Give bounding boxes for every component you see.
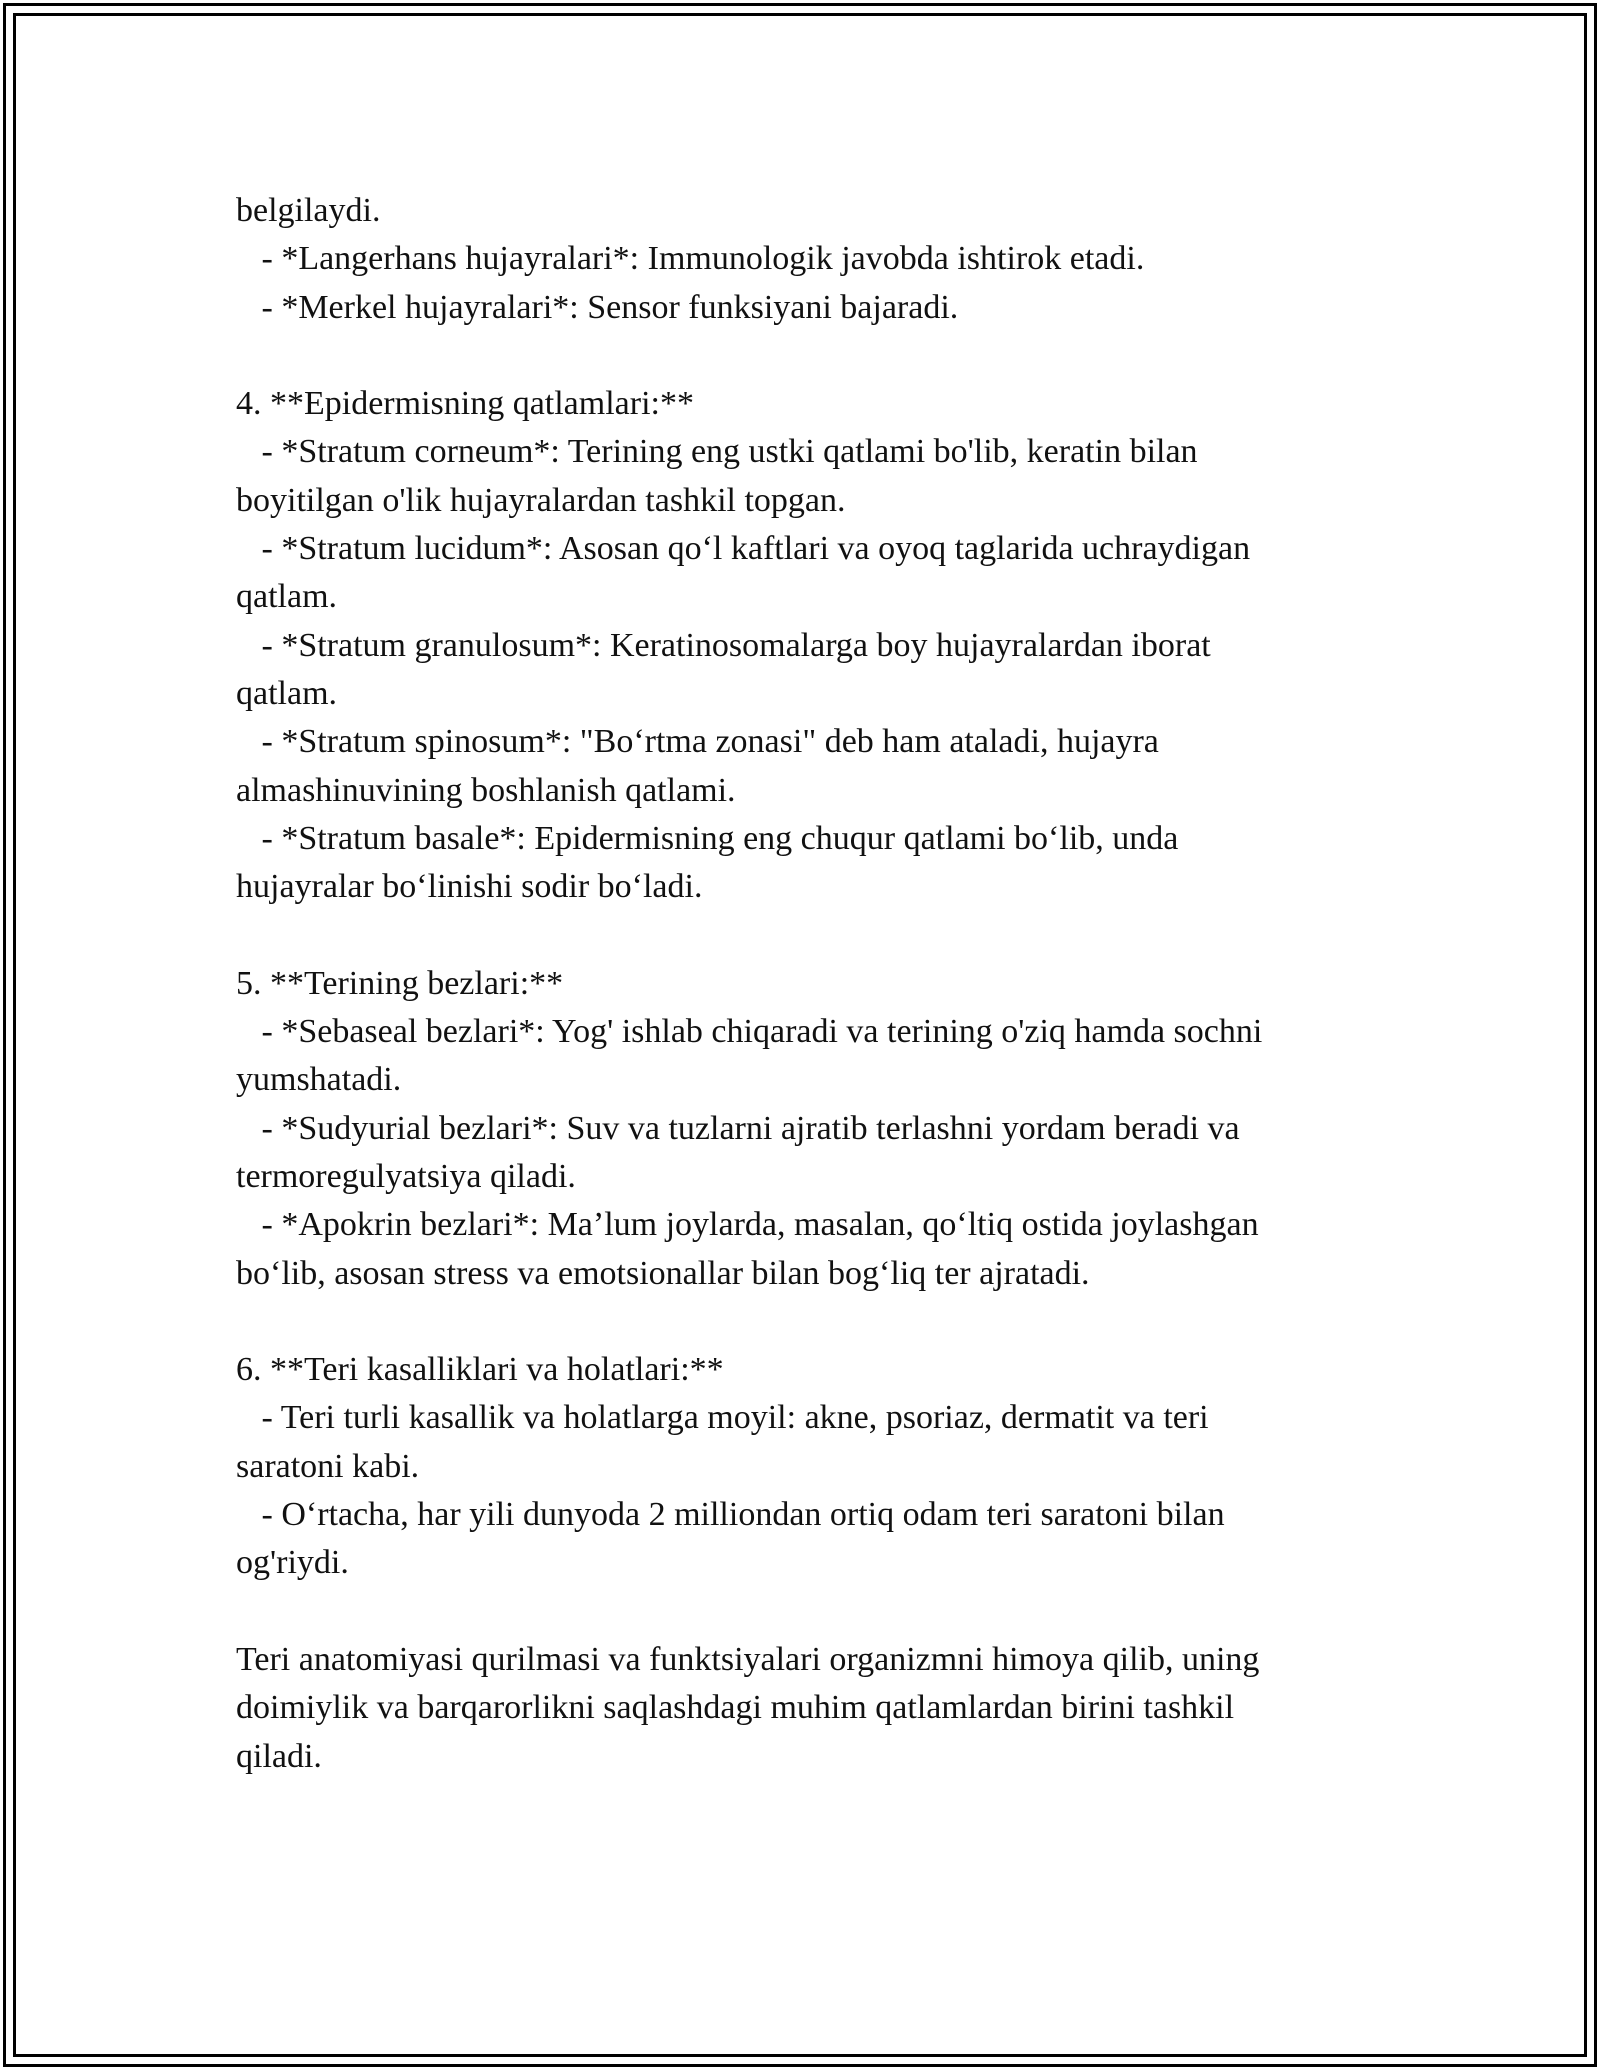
text-line: belgilaydi. [236, 192, 381, 229]
text-line: bo‘lib, asosan stress va emotsionallar bilan bog‘liq ter ajratadi. [236, 1254, 1090, 1292]
list-item-statistics: - O‘rtacha, har yili dunyoda 2 milliondan ortiq odam teri saratoni bilan [236, 1496, 1225, 1534]
text-line: qatlam. [236, 674, 338, 712]
list-item-stratum-basale: - *Stratum basale*: Epidermisning eng chuqur qatlami bo‘lib, unda [236, 819, 1179, 857]
text-line: boyitilgan o'lik hujayralardan tashkil topgan. [236, 481, 846, 519]
section-heading-skin-glands: 5. **Terining bezlari:** [236, 964, 564, 1002]
list-item-apocrine-glands: - *Apokrin bezlari*: Ma’lum joylarda, masalan, qo‘ltiq ostida joylashgan [236, 1206, 1259, 1244]
text-line: termoregulyatsiya qiladi. [236, 1157, 576, 1195]
section-heading-skin-diseases: 6. **Teri kasalliklari va holatlari:** [236, 1351, 724, 1389]
conclusion-paragraph: Teri anatomiyasi qurilmasi va funktsiyalari organizmni himoya qilib, uning [236, 1640, 1260, 1678]
list-item-stratum-lucidum: - *Stratum lucidum*: Asosan qo‘l kaftlari va oyoq taglarida uchraydigan [236, 530, 1251, 568]
document-body [236, 187, 1386, 1781]
text-line: qiladi. [236, 1737, 322, 1775]
blank-line [236, 1298, 1386, 1346]
list-item-stratum-spinosum: - *Stratum spinosum*: "Bo‘rtma zonasi" deb ham ataladi, hujayra [236, 723, 1159, 761]
text-line: doimiylik va barqarorlikni saqlashdagi muhim qatlamlardan birini tashkil [236, 1689, 1235, 1727]
text-line: saratoni kabi. [236, 1447, 420, 1485]
text-line: qatlam. [236, 578, 338, 616]
list-item-stratum-corneum: - *Stratum corneum*: Terining eng ustki qatlami bo'lib, keratin bilan [236, 433, 1198, 471]
blank-line [236, 1588, 1386, 1636]
text-line: og'riydi. [236, 1544, 349, 1582]
list-item-sebaceous-glands: - *Sebaseal bezlari*: Yog' ishlab chiqaradi va terining o'ziq hamda sochni [236, 1013, 1263, 1051]
list-item-diseases: - Teri turli kasallik va holatlarga moyil: akne, psoriaz, dermatit va teri [236, 1399, 1209, 1437]
blank-line [236, 911, 1386, 959]
list-item-merkel: - *Merkel hujayralari*: Sensor funksiyani bajaradi. [236, 288, 959, 326]
list-item-sweat-glands: - *Sudyurial bezlari*: Suv va tuzlarni ajratib terlashni yordam beradi va [236, 1109, 1240, 1147]
section-heading-epidermis-layers: 4. **Epidermisning qatlamlari:** [236, 385, 694, 423]
text-line: hujayralar bo‘linishi sodir bo‘ladi. [236, 868, 703, 906]
list-item-langerhans: - *Langerhans hujayralari*: Immunologik javobda ishtirok etadi. [236, 240, 1145, 278]
blank-line [236, 332, 1386, 380]
text-line: yumshatadi. [236, 1061, 402, 1099]
text-line: almashinuvining boshlanish qatlami. [236, 771, 736, 809]
list-item-stratum-granulosum: - *Stratum granulosum*: Keratinosomalarga boy hujayralardan iborat [236, 626, 1211, 664]
